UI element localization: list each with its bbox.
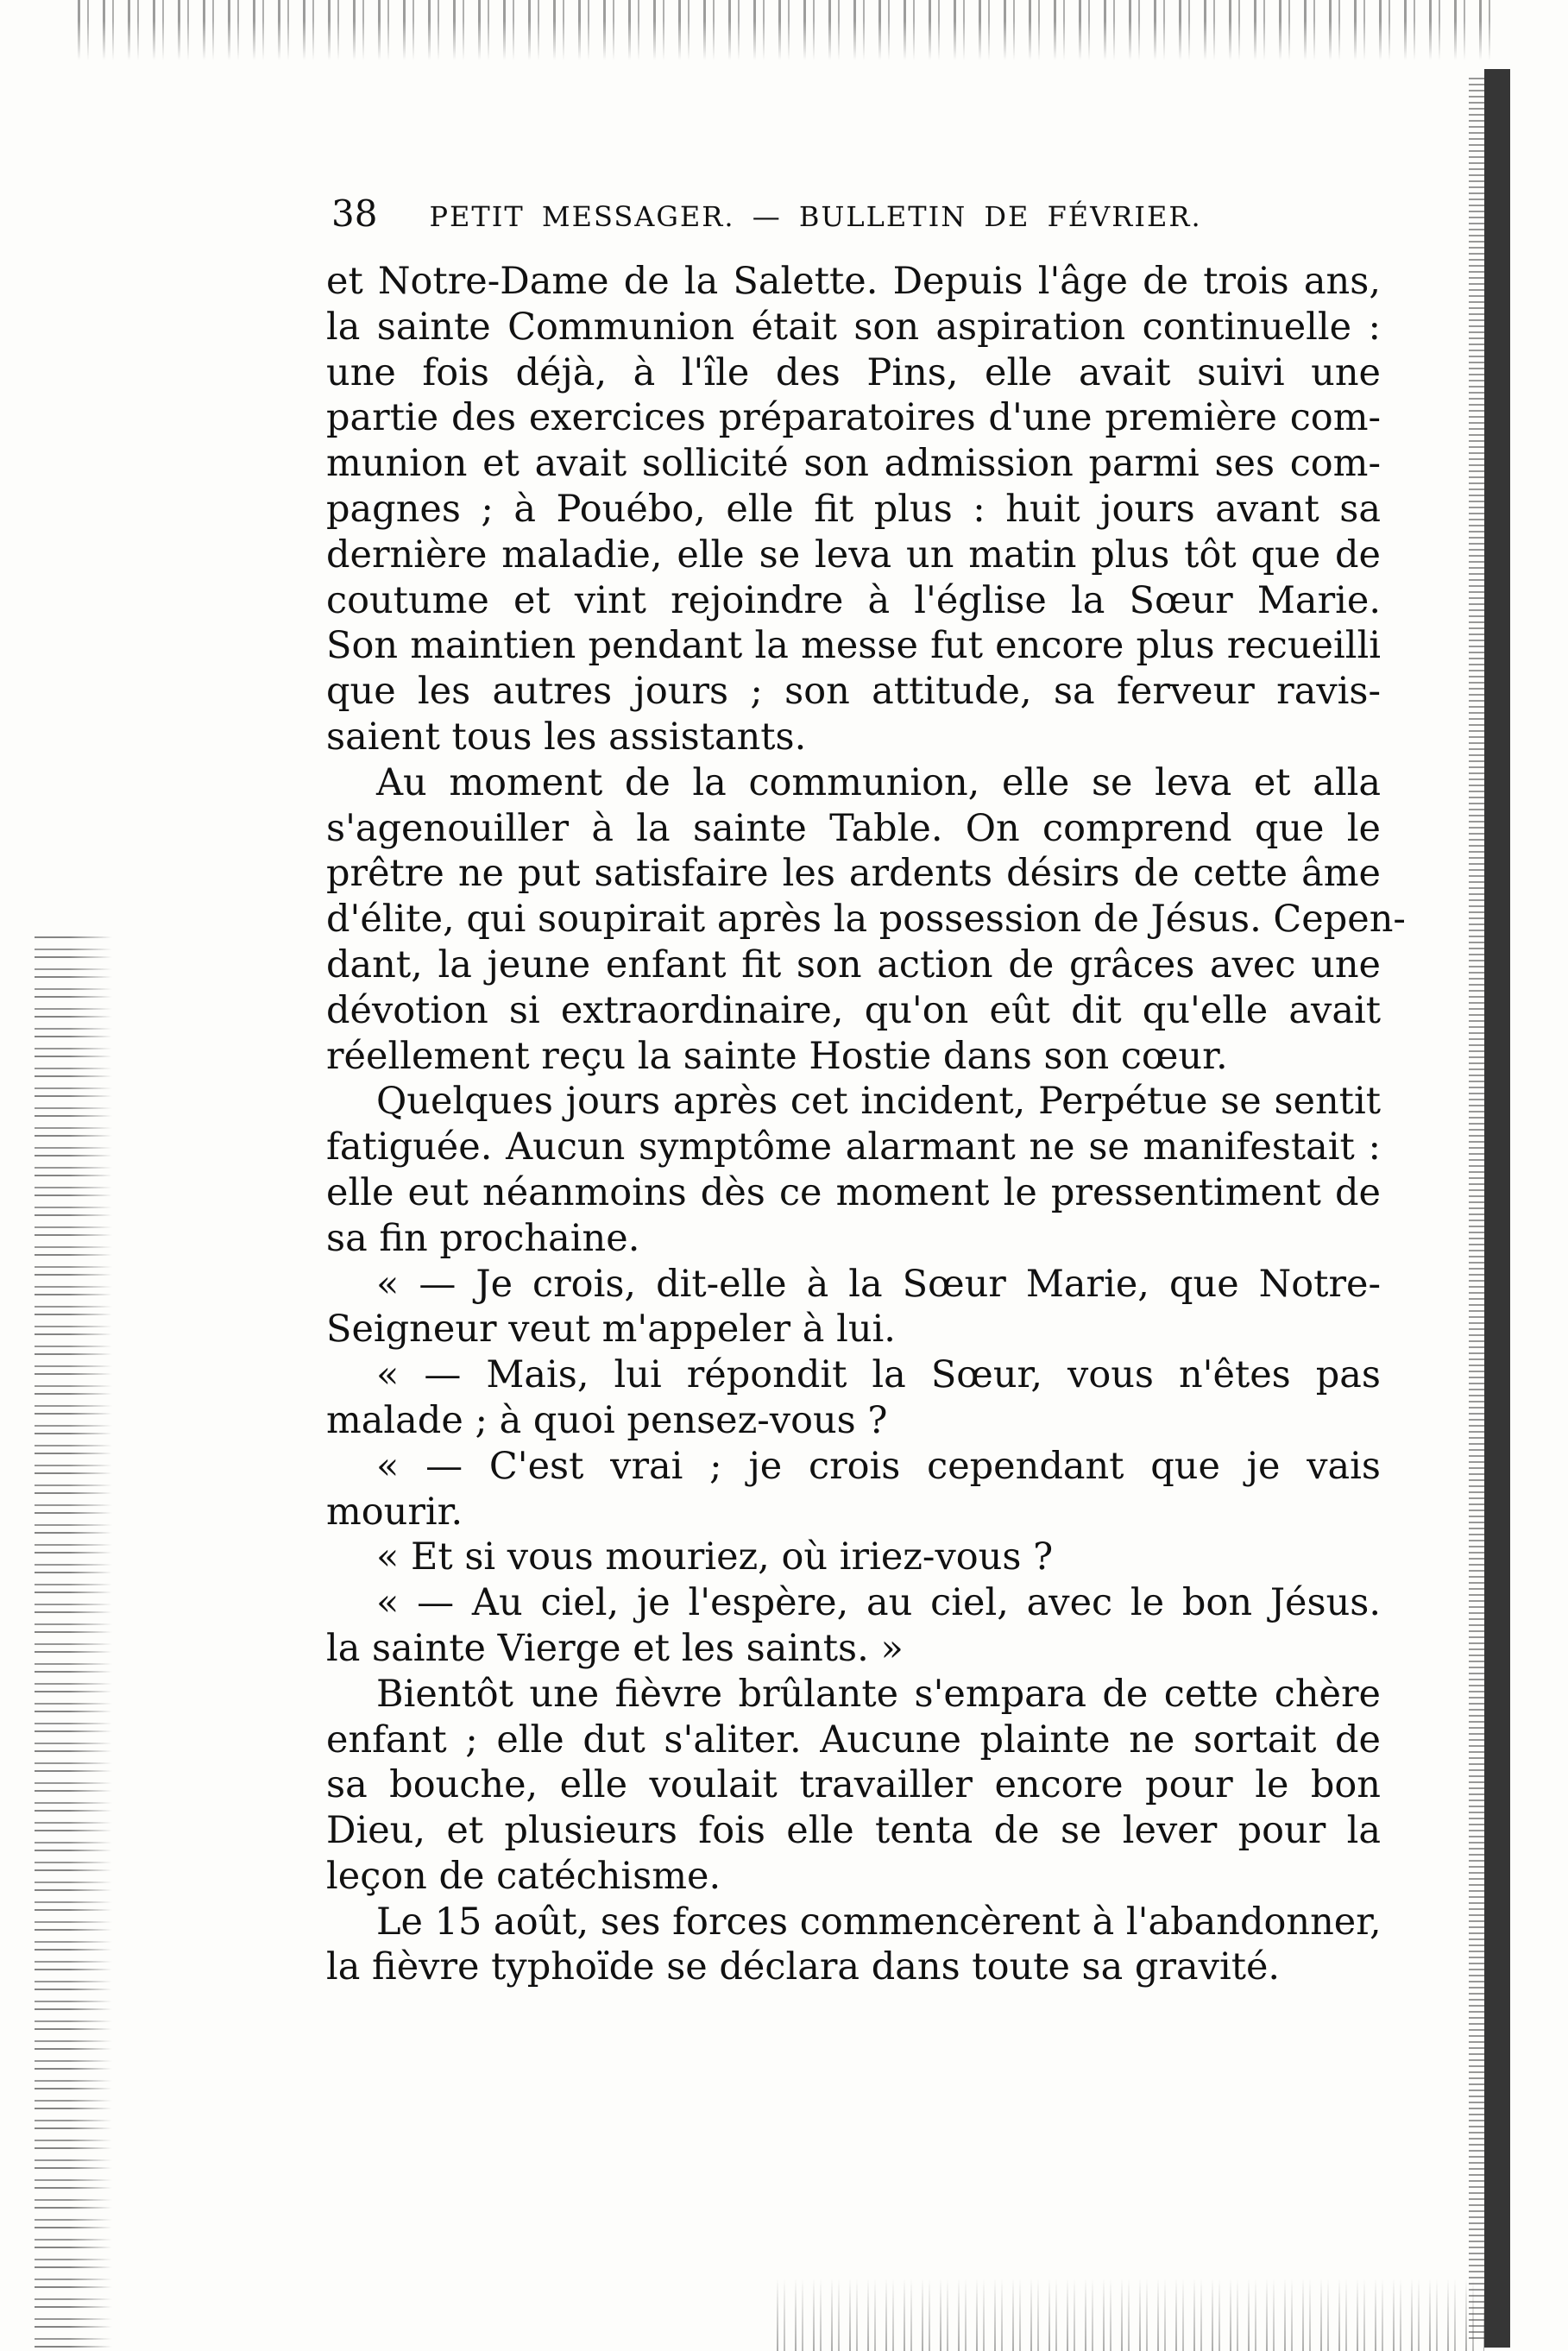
text-line: prêtre ne put satisfaire les ardents désirs de cette âme xyxy=(326,852,1381,896)
paragraph xyxy=(326,1079,1381,1261)
scan-noise-top xyxy=(78,0,1493,60)
text-line: pagnes ; à Pouébo, elle fit plus : huit jours avant sa xyxy=(326,487,1381,531)
running-title: PETIT MESSAGER. — BULLETIN DE FÉVRIER. xyxy=(429,200,1202,233)
text-line: mourir. xyxy=(326,1490,463,1534)
paragraph xyxy=(326,1535,1381,1580)
paragraph xyxy=(326,1580,1381,1672)
text-line: enfant ; elle dut s'aliter. Aucune plainte ne sortait de xyxy=(326,1718,1381,1762)
paragraph xyxy=(326,760,1406,1080)
text-line: la fièvre typhoïde se déclara dans toute sa gravité. xyxy=(326,1945,1281,1989)
text-line: munion et avait sollicité son admission parmi ses com- xyxy=(326,442,1381,486)
text-line: malade ; à quoi pensez-vous ? xyxy=(326,1398,888,1442)
scan-noise-bottom xyxy=(777,2279,1484,2351)
text-line: leçon de catéchisme. xyxy=(326,1854,721,1898)
text-line: que les autres jours ; son attitude, sa ferveur ravis- xyxy=(326,670,1381,714)
text-line: coutume et vint rejoindre à l'église la Sœur Marie. xyxy=(326,578,1381,622)
text-line: réellement reçu la sainte Hostie dans son cœur. xyxy=(326,1034,1228,1078)
text-line: dant, la jeune enfant fit son action de grâces avec une xyxy=(326,942,1381,986)
body-text xyxy=(326,259,1406,1990)
text-line: la sainte Vierge et les saints. » xyxy=(326,1626,904,1670)
text-line: et Notre-Dame de la Salette. Depuis l'âge de trois ans, xyxy=(326,260,1381,303)
paragraph xyxy=(326,259,1381,760)
text-line: fatiguée. Aucun symptôme alarmant ne se manifestait : xyxy=(326,1125,1381,1169)
text-line: sa fin prochaine. xyxy=(326,1216,640,1260)
text-line: « — Je crois, dit-elle à la Sœur Marie, que Notre- xyxy=(376,1262,1381,1306)
paragraph xyxy=(326,1444,1381,1535)
scan-noise-left xyxy=(35,932,112,2348)
text-line: partie des exercices préparatoires d'une première com- xyxy=(326,396,1381,440)
text-line: Dieu, et plusieurs fois elle tenta de se lever pour la xyxy=(326,1809,1381,1853)
text-line: d'élite, qui soupirait après la possession de Jésus. Cepen- xyxy=(326,898,1406,942)
text-line: s'agenouiller à la sainte Table. On comprend que le xyxy=(326,806,1381,850)
paragraph xyxy=(326,1900,1381,1991)
running-header xyxy=(331,192,1255,244)
scan-noise-right xyxy=(1469,78,1484,2339)
text-line: Le 15 août, ses forces commencèrent à l'abandonner, xyxy=(376,1900,1382,1944)
text-line: Seigneur veut m'appeler à lui. xyxy=(326,1308,896,1352)
text-line: saient tous les assistants. xyxy=(326,715,807,759)
text-line: sa bouche, elle voulait travailler encore pour le bon xyxy=(326,1763,1381,1807)
text-line: dernière maladie, elle se leva un matin plus tôt que de xyxy=(326,533,1381,577)
text-line: une fois déjà, à l'île des Pins, elle avait suivi une xyxy=(326,350,1381,394)
scan-binding-edge xyxy=(1484,69,1510,2348)
text-line: Son maintien pendant la messe fut encore plus recueilli xyxy=(326,624,1381,668)
text-line: Bientôt une fièvre brûlante s'empara de cette chère xyxy=(376,1672,1381,1716)
text-line: « — C'est vrai ; je crois cependant que je vais xyxy=(376,1444,1381,1488)
text-line: « — Au ciel, je l'espère, au ciel, avec le bon Jésus. xyxy=(376,1581,1381,1625)
text-line: elle eut néanmoins dès ce moment le pressentiment de xyxy=(326,1170,1381,1214)
text-line: « — Mais, lui répondit la Sœur, vous n'êtes pas xyxy=(376,1353,1381,1397)
text-line: « Et si vous mouriez, où iriez-vous ? xyxy=(376,1535,1054,1579)
paragraph xyxy=(326,1262,1381,1353)
page-number: 38 xyxy=(331,192,378,235)
text-line: dévotion si extraordinaire, qu'on eût dit qu'elle avait xyxy=(326,988,1381,1032)
text-line: Quelques jours après cet incident, Perpétue se sentit xyxy=(376,1080,1381,1124)
paragraph xyxy=(326,1352,1381,1444)
text-line: Au moment de la communion, elle se leva et alla xyxy=(376,760,1381,804)
text-line: la sainte Communion était son aspiration continuelle : xyxy=(326,305,1381,349)
paragraph xyxy=(326,1672,1381,1900)
